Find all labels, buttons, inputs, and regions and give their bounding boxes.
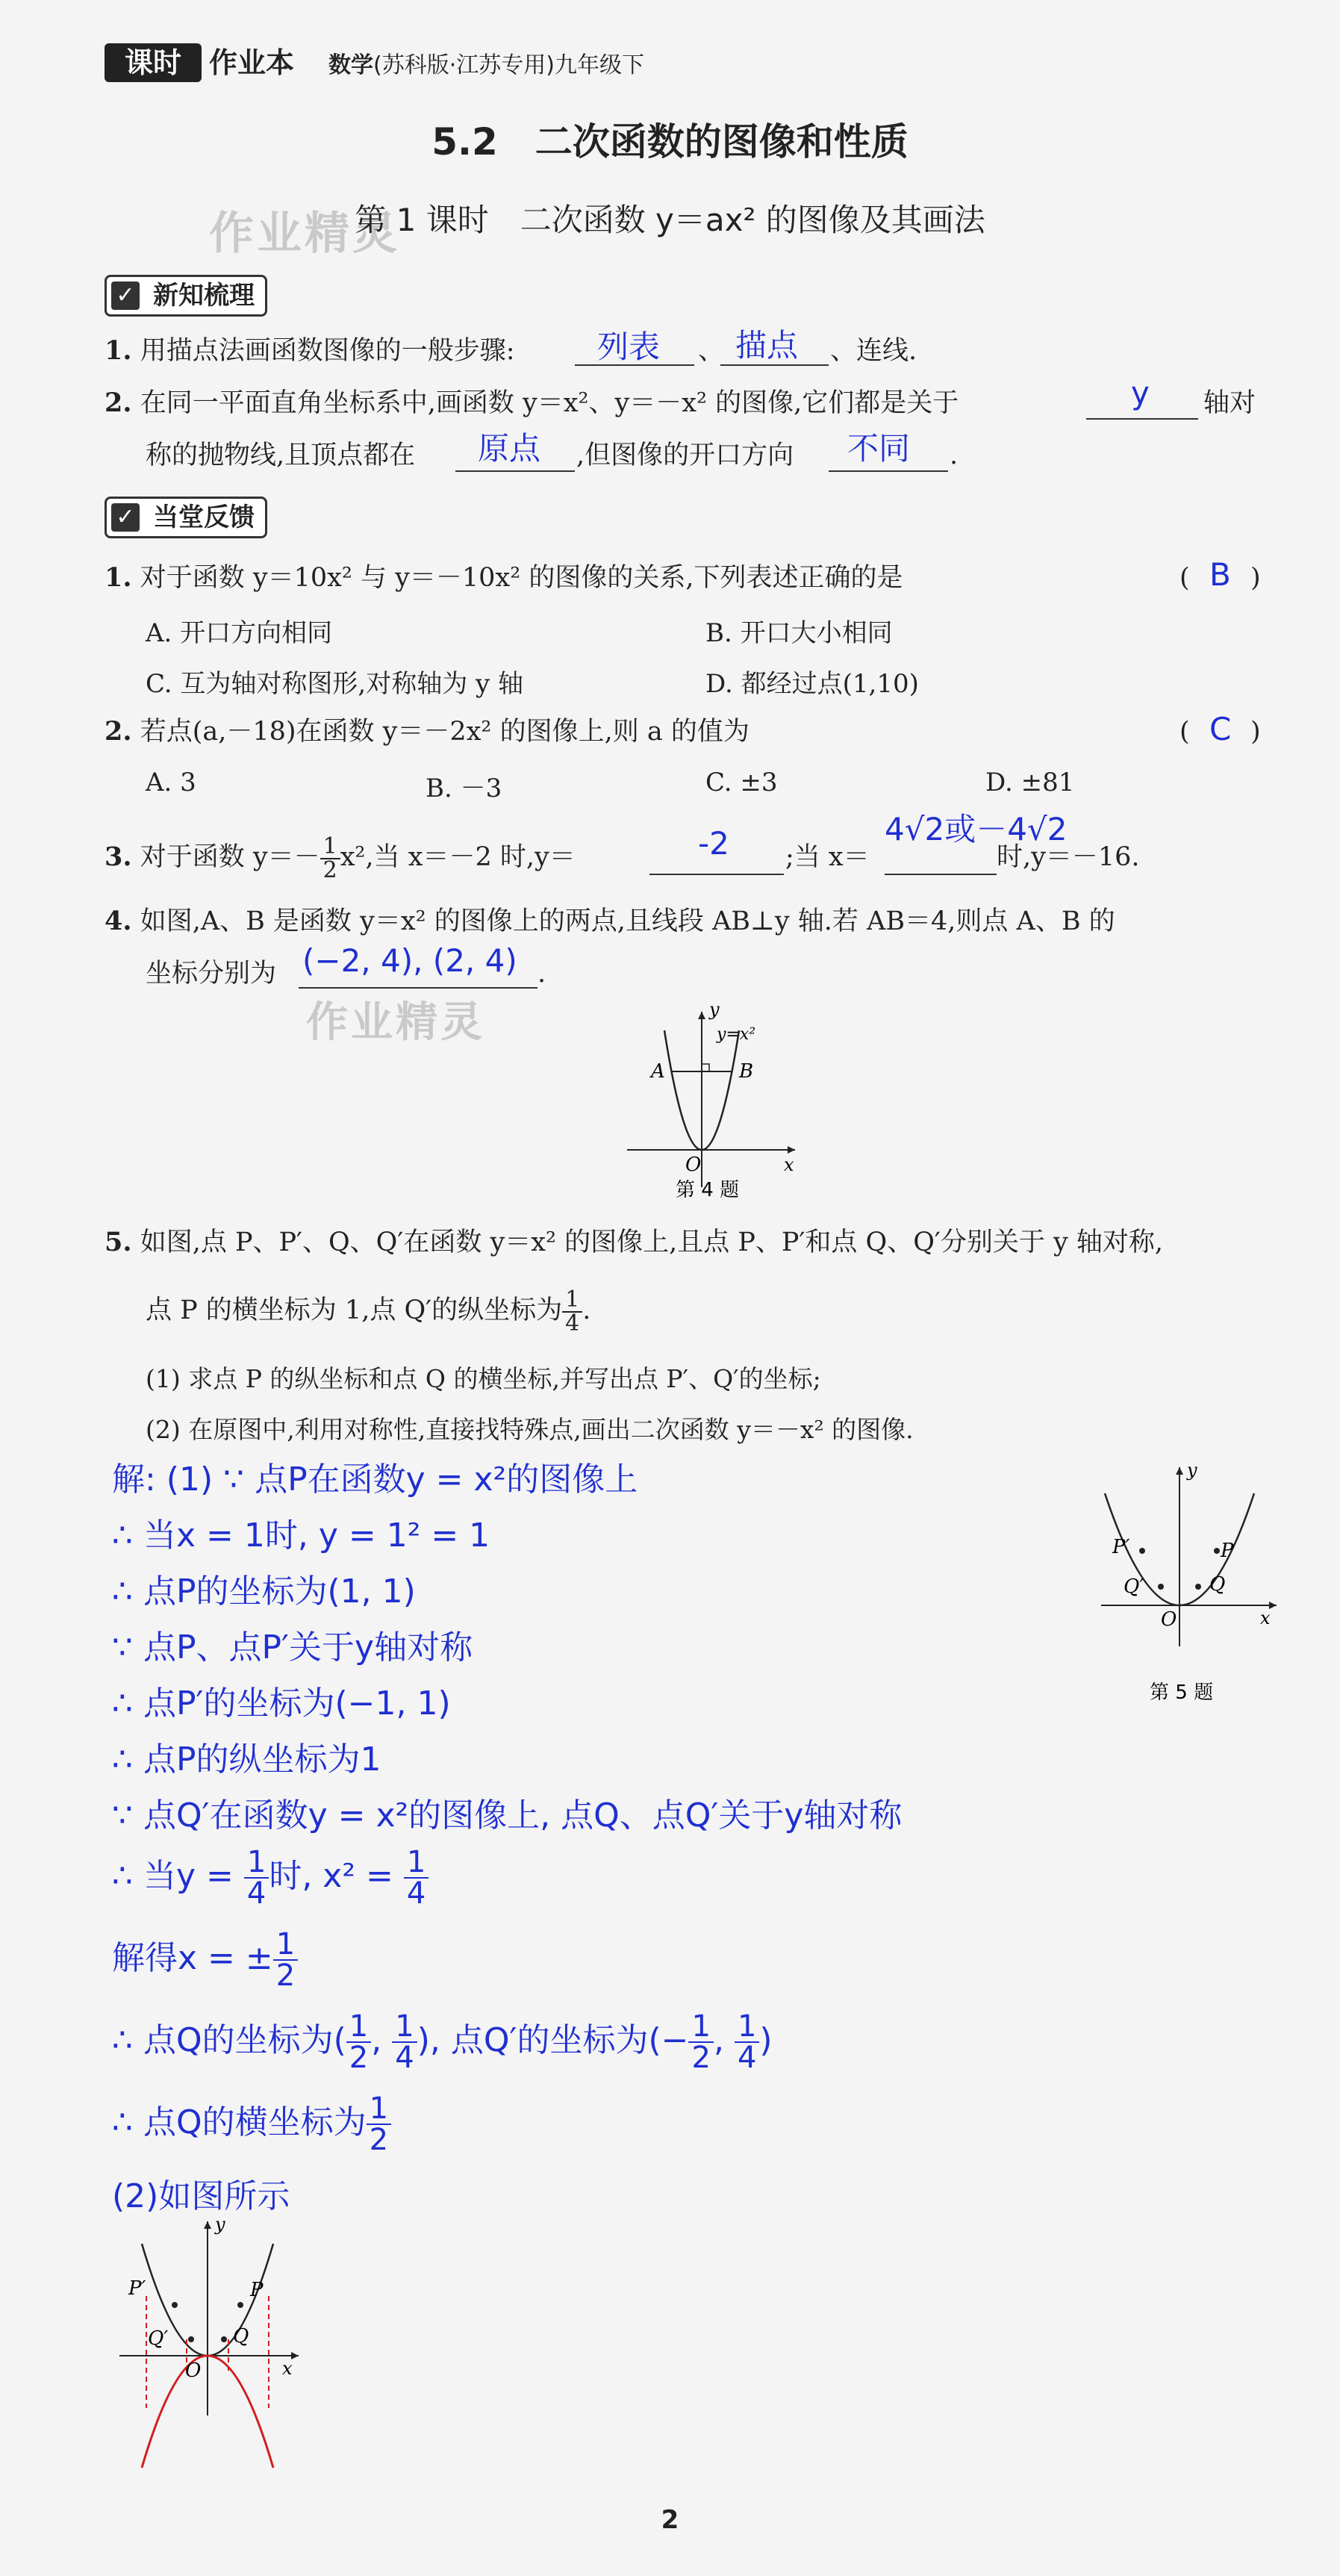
header-series: 作业本 bbox=[209, 46, 295, 79]
checkbox-icon: ✓ bbox=[111, 281, 140, 310]
s2-q3-answer1: -2 bbox=[698, 825, 729, 862]
solution-line-2: ∴ 当x = 1时, y = 1² = 1 bbox=[112, 1516, 490, 1555]
s2-q3-text: 3. 对于函数 y＝－ $\frac{1}{2}$ x²,当 x＝－2 时,y＝ bbox=[105, 833, 576, 883]
s2-q3-mid: ;当 x＝ bbox=[785, 842, 870, 872]
figure-4 bbox=[612, 1001, 806, 1202]
fig4-label-a: A bbox=[651, 1060, 665, 1083]
solution-line-1: 解: (1) ∵ 点P在函数y = x²的图像上 bbox=[112, 1460, 638, 1499]
watermark: 作业精灵 bbox=[306, 998, 485, 1047]
s2-q4-end: . bbox=[537, 959, 546, 989]
s2-q3-end: 时,y＝－16. bbox=[997, 842, 1140, 872]
fig4-label-b: B bbox=[739, 1060, 754, 1083]
section-xinzhi: ✓ 新知梳理 bbox=[105, 275, 267, 317]
s2-q1-option-c: C. 互为轴对称图形,对称轴为 y 轴 bbox=[146, 669, 524, 699]
s1-q2-line1: 2. 在同一平面直角坐标系中,画函数 y＝x²、y＝－x² 的图像,它们都是关于 bbox=[105, 388, 959, 418]
header-subject: 数学 bbox=[328, 52, 373, 78]
sol-label-p: P bbox=[250, 2279, 264, 2301]
s2-q2-option-d: D. ±81 bbox=[985, 768, 1075, 797]
s1-q1-answer1: 列表 bbox=[597, 329, 661, 365]
fig4-right-angle-mark bbox=[702, 1064, 709, 1071]
s2-q2-option-c: C. ±3 bbox=[705, 768, 778, 797]
checkbox-icon: ✓ bbox=[111, 503, 140, 532]
fig5-point-q bbox=[1195, 1584, 1201, 1590]
s2-q1-text: 1. 对于函数 y＝10x² 与 y＝－10x² 的图像的关系,下列表述正确的是 bbox=[105, 562, 903, 593]
s2-q4-blank bbox=[299, 987, 537, 989]
page-title: 5.2 二次函数的图像和性质 bbox=[431, 120, 909, 164]
s2-q5-line1: 5. 如图,点 P、P′、Q、Q′在函数 y＝x² 的图像上,且点 P、P′和点 Q、Q′分别关于 y 轴对称, bbox=[105, 1227, 1164, 1257]
s2-q1-option-b: B. 开口大小相同 bbox=[705, 618, 893, 648]
header-subject-line bbox=[328, 51, 644, 81]
solution-line-8: ∴ 当y = $\frac{1}{4}$ 时, x² = $\frac{1}{4}$ bbox=[112, 1835, 429, 1917]
s2-q3-fraction: $\frac{1}{2}$ bbox=[320, 836, 340, 882]
s2-q3-answer2: 4√2或－4√2 bbox=[885, 811, 1068, 847]
fig4-label-curve: y=x² bbox=[717, 1025, 756, 1044]
section-dangtang: ✓ 当堂反馈 bbox=[105, 497, 267, 538]
fig4-y-arrow bbox=[698, 1012, 705, 1019]
sol-point-q2 bbox=[188, 2336, 194, 2342]
sol-label-y: y bbox=[215, 2214, 225, 2235]
s1-q1-text: 1. 用描点法画函数图像的一般步骤: bbox=[105, 335, 515, 366]
page-number: 2 bbox=[661, 2505, 679, 2535]
fig5-caption: 第 5 题 bbox=[1150, 1681, 1214, 1704]
header-badge: 课时 bbox=[105, 43, 202, 82]
s2-q5-sub2: (2) 在原图中,利用对称性,直接找特殊点,画出二次函数 y＝－x² 的图像. bbox=[146, 1415, 914, 1444]
solution-line-6: ∴ 点P的纵坐标为1 bbox=[112, 1740, 381, 1779]
solution-figure bbox=[112, 2214, 306, 2471]
s2-q1-paren-left: ( bbox=[1179, 563, 1190, 593]
sol-label-o: O bbox=[185, 2359, 202, 2382]
s2-q1-answer: B bbox=[1209, 556, 1231, 593]
fig5-point-q2 bbox=[1158, 1584, 1164, 1590]
s1-q2-blank3 bbox=[829, 470, 948, 472]
sol-point-p2 bbox=[172, 2302, 178, 2308]
s2-q4-line1: 4. 如图,A、B 是函数 y＝x² 的图像上的两点,且线段 AB⊥y 轴.若 AB＝4,则点 A、B 的 bbox=[105, 906, 1115, 936]
solution-line-9: 解得x = ± $\frac{1}{2}$ bbox=[112, 1917, 298, 2000]
fig4-caption: 第 4 题 bbox=[676, 1179, 740, 1201]
solution-line-3: ∴ 点P的坐标为(1, 1) bbox=[112, 1572, 416, 1611]
s1-q1-answer2: 描点 bbox=[735, 327, 799, 364]
s1-q2-blank2 bbox=[455, 470, 575, 472]
sol-point-q bbox=[221, 2336, 227, 2342]
sol-label-x: x bbox=[282, 2358, 293, 2379]
fig5-label-o: O bbox=[1161, 1608, 1177, 1631]
solution-line-5: ∴ 点P′的坐标为(−1, 1) bbox=[112, 1684, 451, 1723]
fig5-point-p2 bbox=[1139, 1548, 1145, 1554]
s2-q2-option-b: B. －3 bbox=[426, 774, 502, 803]
fig5-label-p2: P′ bbox=[1112, 1536, 1130, 1558]
s2-q3-blank1 bbox=[649, 874, 784, 875]
fig4-label-o: O bbox=[685, 1154, 702, 1176]
solution-line-12: (2)如图所示 bbox=[112, 2177, 290, 2215]
sol-label-p2: P′ bbox=[128, 2277, 146, 2300]
s2-q4-answer: (−2, 4), (2, 4) bbox=[302, 942, 517, 979]
fig5-label-q: Q bbox=[1209, 1573, 1226, 1596]
sol-label-q: Q bbox=[233, 2325, 249, 2348]
s1-q2-answer2: 原点 bbox=[478, 430, 541, 467]
s2-q2-paren-right: ) bbox=[1250, 717, 1261, 747]
header-grade: 九年级下 bbox=[554, 52, 644, 78]
page-subtitle: 第 1 课时 二次函数 y＝ax² 的图像及其画法 bbox=[355, 202, 985, 238]
fig4-label-y: y bbox=[709, 1001, 720, 1020]
s2-q1-option-a: A. 开口方向相同 bbox=[146, 618, 333, 648]
s2-q5-sub1: (1) 求点 P 的纵坐标和点 Q 的横坐标,并写出点 P′、Q′的坐标; bbox=[146, 1364, 821, 1393]
sol-point-p bbox=[237, 2302, 243, 2308]
s2-q3-blank2 bbox=[885, 874, 997, 875]
s2-q2-answer: C bbox=[1209, 711, 1232, 747]
s2-q1-paren-right: ) bbox=[1250, 563, 1261, 593]
s1-q2-line1-end: 轴对 bbox=[1203, 388, 1256, 418]
s2-q4-line2: 坐标分别为 bbox=[146, 959, 277, 989]
header-edition: (苏科版·江苏专用) bbox=[373, 52, 555, 78]
s2-q5-line2: 点 P 的横坐标为 1,点 Q′的纵坐标为 $\frac{1}{4}$ . bbox=[146, 1286, 591, 1337]
solution-line-7: ∵ 点Q′在函数y = x²的图像上, 点Q、点Q′关于y轴对称 bbox=[112, 1796, 903, 1835]
solution-line-4: ∵ 点P、点P′关于y轴对称 bbox=[112, 1628, 473, 1667]
s2-q2-option-a: A. 3 bbox=[146, 768, 196, 797]
fig5-label-x: x bbox=[1260, 1608, 1271, 1628]
s1-q2-answer3: 不同 bbox=[847, 430, 911, 467]
sol-y-arrow bbox=[204, 2221, 211, 2229]
s1-q2-line2a: 称的抛物线,且顶点都在 bbox=[146, 441, 416, 470]
fig5-label-p: P bbox=[1221, 1540, 1234, 1562]
s1-q2-line2b: ,但图像的开口方向 bbox=[576, 441, 794, 470]
s2-q1-option-d: D. 都经过点(1,10) bbox=[705, 669, 919, 699]
fig5-point-p bbox=[1214, 1548, 1220, 1554]
watermark: 作业精灵 bbox=[209, 208, 400, 260]
s1-q1-sep: 、 bbox=[698, 336, 725, 366]
fig4-label-x: x bbox=[784, 1154, 794, 1175]
fig5-label-y: y bbox=[1187, 1460, 1197, 1481]
s2-q5-fraction: $\frac{1}{4}$ bbox=[562, 1289, 582, 1335]
s1-q2-answer1: y bbox=[1131, 375, 1150, 411]
solution-line-11: ∴ 点Q的横坐标为 $\frac{1}{2}$ bbox=[112, 2082, 391, 2164]
s1-q2-end: . bbox=[950, 441, 959, 470]
fig5-y-arrow bbox=[1176, 1467, 1183, 1475]
s2-q2-text: 2. 若点(a,－18)在函数 y＝－2x² 的图像上,则 a 的值为 bbox=[105, 716, 750, 747]
sol-label-q2: Q′ bbox=[148, 2327, 169, 2350]
s1-q2-blank1 bbox=[1086, 418, 1198, 420]
fig5-label-q2: Q′ bbox=[1124, 1575, 1144, 1598]
figure-5 bbox=[1090, 1460, 1284, 1714]
s1-q1-end: 、连线. bbox=[830, 336, 917, 366]
solution-line-10: ∴ 点Q的坐标为( $\frac{1}{2}$ , $\frac{1}{4}$ ), 点Q′的坐标为(− $\frac{1}{2}$ , $\frac{1}{4}$ ) bbox=[112, 2009, 773, 2075]
fig4-x-arrow bbox=[788, 1146, 795, 1154]
s2-q2-paren-left: ( bbox=[1179, 717, 1190, 747]
